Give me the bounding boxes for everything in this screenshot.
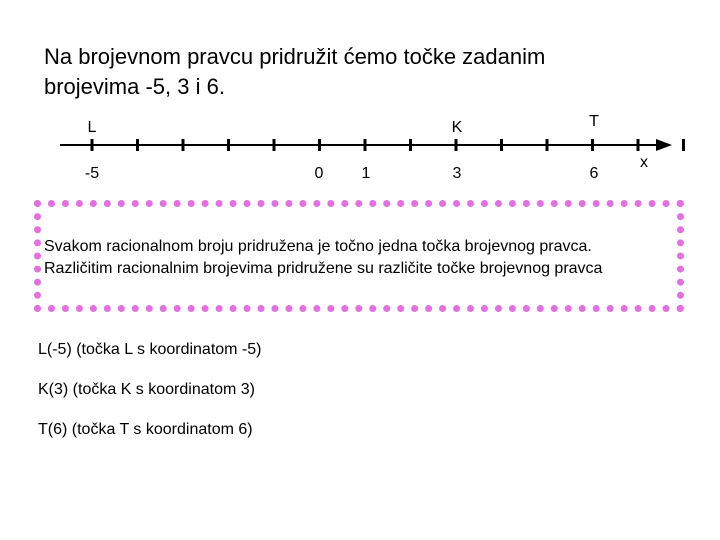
axis-label-x: x: [640, 154, 648, 171]
statement-text: [44, 236, 684, 280]
tick-label-1: 1: [361, 165, 371, 182]
point-item-L: L(-5) (točka L s koordinatom -5): [38, 341, 262, 358]
title: [44, 42, 664, 102]
point-item-T: T(6) (točka T s koordinatom 6): [38, 421, 253, 438]
title-line-1: Na brojevnom pravcu pridružit ćemo točke zadanim: [44, 44, 546, 69]
point-label-L: L: [87, 119, 97, 136]
statement-line-2: Različitim racionalnim brojevima pridružene su različite točke brojevnog pravca: [44, 260, 603, 277]
statement-line-1: Svakom racionalnom broju pridružena je točno jedna točka brojevnog pravca.: [44, 238, 592, 255]
tick-label-3: 3: [452, 165, 462, 182]
point-label-K: K: [451, 119, 463, 136]
tick-label-6: 6: [589, 165, 599, 182]
number-line: [0, 100, 720, 190]
point-list: [38, 340, 261, 460]
title-line-2: brojevima -5, 3 i 6.: [44, 74, 225, 99]
axis-arrow-icon: [656, 139, 672, 151]
tick-label-0: 0: [314, 165, 324, 182]
point-label-T: T: [589, 113, 599, 130]
point-item-K: K(3) (točka K s koordinatom 3): [38, 381, 255, 398]
tick-label-minus-5: -5: [84, 165, 100, 182]
